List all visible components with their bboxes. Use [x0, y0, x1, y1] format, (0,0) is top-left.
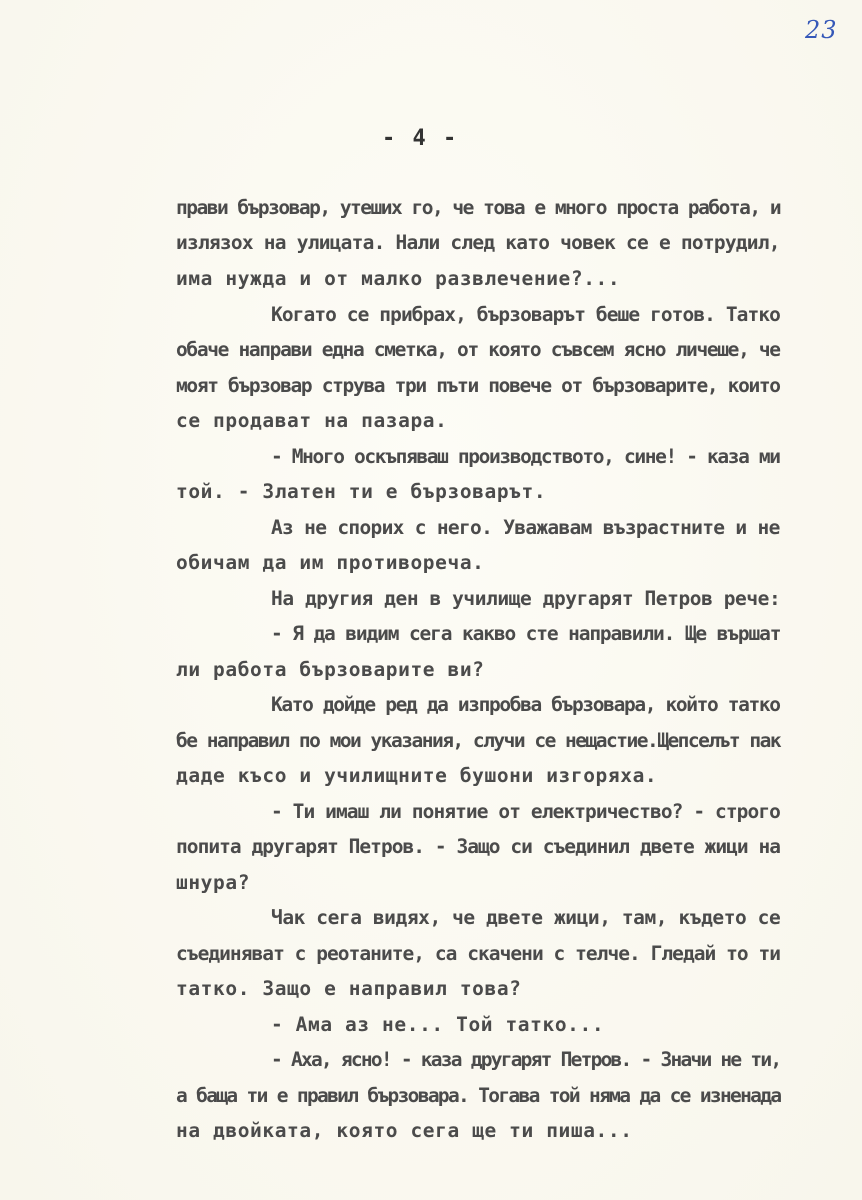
text-line: Аз не спорих с него. Уважавам възрастните и не	[271, 516, 780, 539]
text-line: Когато се прибрах, бързоварът беше готов. Татко	[271, 303, 780, 326]
text-line: Като дойде ред да изпробва бързовара, който татко	[271, 693, 780, 716]
text-line: бе направил по мои указания, случи се нещастие.Щепселът пак	[176, 729, 781, 752]
text-line: Чак сега видях, че двете жици, там, където се	[271, 906, 781, 929]
text-line: - Ама аз не... Той татко...	[271, 1013, 605, 1036]
text-line: - Ти имаш ли понятие от електричество? - строго	[271, 800, 780, 823]
text-line: съединяват с реотаните, са скачени с телче. Гледай то ти	[176, 942, 781, 965]
text-line: даде късо и училищните бушони изгоряха.	[176, 764, 658, 787]
handwritten-page-number: 23	[805, 16, 838, 44]
typed-page-marker: - 4 -	[382, 126, 459, 151]
text-line: моят бързовар струва три пъти повече от бързоварите, които	[176, 374, 780, 397]
text-line: шнура?	[176, 871, 251, 894]
text-line: - Много оскъпяваш производството, сине! - каза ми	[271, 445, 780, 468]
text-line: ли работа бързоварите ви?	[176, 658, 485, 681]
text-line: на двойката, която сега ще ти пиша...	[176, 1119, 633, 1142]
text-line: На другия ден в училище другарят Петров рече:	[271, 587, 781, 610]
text-line: обичам да им противореча.	[176, 551, 485, 574]
text-line: - Я да видим сега какво сте направили. Ще вършат	[271, 622, 781, 645]
text-line: татко. Защо е направил това?	[176, 977, 522, 1000]
text-line: прави бързовар, утеших го, че това е много проста работа, и	[176, 196, 781, 219]
text-line: той. - Златен ти е бързоварът.	[176, 480, 547, 503]
text-line: се продават на пазара.	[176, 409, 448, 432]
text-line: излязох на улицата. Нали след като човек се е потрудил,	[176, 231, 780, 254]
text-line: а баща ти е правил бързовара. Тогава той няма да се изненада	[176, 1084, 781, 1107]
text-line: попита другарят Петров. - Защо си съединил двете жици на	[176, 835, 781, 858]
text-line: обаче направи една сметка, от която съвсем ясно личеше, че	[176, 338, 780, 361]
text-line: има нужда и от малко развлечение?...	[176, 267, 621, 290]
text-line: - Аха, ясно! - каза другарят Петров. - Значи не ти,	[271, 1048, 781, 1071]
